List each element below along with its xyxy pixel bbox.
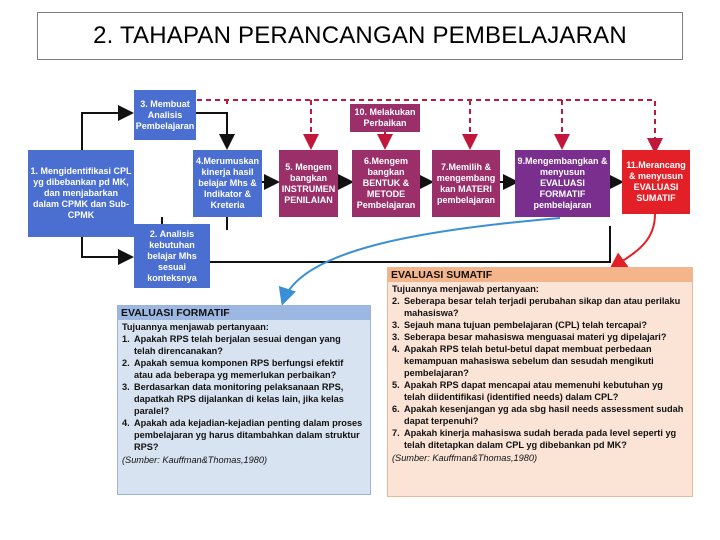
formatif-panel xyxy=(117,305,371,495)
step-3-label: 3. Membuat Analisis Pembelajaran xyxy=(135,98,195,131)
formatif-source: (Sumber: Kauffman&Thomas,1980) xyxy=(122,455,268,465)
list-item: 3. Sejauh mana tujuan pembelajaran (CPL) telah tercapai? xyxy=(392,320,648,330)
step-3-box xyxy=(134,90,196,140)
formatif-intro: Tujuannya menjawab pertanyaan: xyxy=(122,322,269,332)
step-10-label: 10. Melakukan Perbaikan xyxy=(354,107,416,128)
sumatif-panel xyxy=(387,267,693,497)
list-item: 4. Apakah RPS telah betul-betul dapat membuat perbedaan kemampuan mahasiswa sebelum dan sesudah mengikuti pembelajaran? xyxy=(392,344,654,378)
list-item: 6. Apakah kesenjangan yg ada sbg hasil needs assessment sudah dapat terpenuhi? xyxy=(392,404,684,426)
list-item: 3. Berdasarkan data monitoring pelaksanaan RPS, dapatkah RPS dijalankan di kelas lain, jika kelas paralel? xyxy=(122,382,344,416)
formatif-list xyxy=(118,333,370,453)
sumatif-header: EVALUASI SUMATIF xyxy=(388,268,692,282)
feedback-dashed-lines xyxy=(197,100,655,150)
step-11-box xyxy=(622,150,690,214)
step-1-label: 1. Mengidentifikasi CPL yg dibebankan pd MK, dan menjabarkan dalam CPMK dan Sub-CPMK xyxy=(30,166,132,220)
step-6-box xyxy=(352,150,420,217)
step-5-label: 5. Mengem bangkan INSTRUMEN PENILAIAN xyxy=(281,161,336,205)
step-9-label: 9.Mengembangkan & menyusun EVALUASI FORMATIF pembelajaran xyxy=(517,156,608,210)
step-7-label: 7.Memilih & mengembang kan MATERI pembelajaran xyxy=(436,161,496,205)
list-item: 3. Seberapa besar mahasiswa menguasai materi yg dipelajari? xyxy=(392,332,667,342)
list-item: 2. Apakah semua komponen RPS berfungsi efektif atau ada beberapa yg memerlukan perbaikan? xyxy=(122,358,344,380)
step-11-label: 11.Merancang & menyusun EVALUASI SUMATIF xyxy=(626,160,686,203)
list-item: 5. Apakah RPS dapat mencapai atau memenuhi kebutuhan yg telah diidentifikasi (identified needs) dalam CPL? xyxy=(392,380,663,402)
sumatif-arrow xyxy=(612,214,655,268)
step-1-box xyxy=(28,150,134,237)
page-title: 2. TAHAPAN PERANCANGAN PEMBELAJARAN xyxy=(93,22,627,49)
list-item: 2. Seberapa besar telah terjadi perubahan sikap dan atau perilaku mahasiswa? xyxy=(392,296,681,318)
formatif-header: EVALUASI FORMATIF xyxy=(118,306,370,320)
list-item: 4. Apakah ada kejadian-kejadian penting dalam proses pembelajaran yg harus ditambahkan dalam struktur RPS? xyxy=(122,418,363,452)
sumatif-intro: Tujuannya menjawab pertanyaan: xyxy=(392,284,539,294)
step-4-label: 4.Merumuskan kinerja hasil belajar Mhs & Indikator & Kreteria xyxy=(195,156,260,210)
sumatif-source: (Sumber: Kauffman&Thomas,1980) xyxy=(392,453,538,463)
step-10-box xyxy=(350,104,420,132)
step-2-box xyxy=(134,224,210,288)
step-9-box xyxy=(515,150,610,217)
sumatif-list xyxy=(388,295,692,451)
step-6-label: 6.Mengem bangkan BENTUK & METODE Pembelajaran xyxy=(356,156,416,210)
list-item: 1. Apakah RPS telah berjalan sesuai dengan yang telah direncanakan? xyxy=(122,334,341,356)
list-item: 7. Apakah kinerja mahasiswa sudah berada pada level seperti yg telah ditetapkan dalam CPL yg dibebankan pd MK? xyxy=(392,428,677,450)
step-7-box xyxy=(432,150,500,217)
step-5-box xyxy=(279,150,338,217)
step-4-box xyxy=(193,150,262,217)
step-2-label: 2. Analisis kebutuhan belajar Mhs sesuai konteksnya xyxy=(147,228,197,283)
